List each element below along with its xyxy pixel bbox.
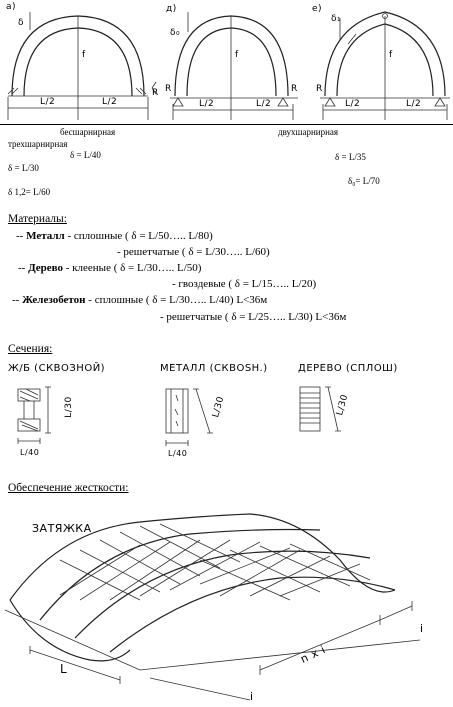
arch-d-rise: f xyxy=(235,50,239,60)
material-name-concrete: Железобетон xyxy=(22,294,86,306)
divider xyxy=(0,124,453,125)
arch-d-reaction-right: R xyxy=(291,84,298,94)
stiffness-heading: Обеспечение жесткости: xyxy=(8,482,129,494)
section-metal-height: L/30 xyxy=(211,395,227,419)
material-name-wood: Дерево xyxy=(28,262,64,274)
material-row-metal xyxy=(16,230,213,243)
arch-sketches xyxy=(0,0,453,124)
arch-two-hinged xyxy=(170,12,298,120)
section-label-wood: ДЕРЕВО (СПЛОШ) xyxy=(298,363,398,374)
arch-a-half-left: L/2 xyxy=(40,97,56,107)
arch-e-thickness: δ₁ xyxy=(331,14,342,24)
scheme-label-three-hinged: трехшарнирная xyxy=(8,139,68,149)
arch-letter-e: е) xyxy=(312,4,323,14)
arch-d-half-right: L/2 xyxy=(256,99,272,109)
material-desc: - решетчатые ( δ = L/25….. L/30) L<36м xyxy=(160,311,347,323)
section-wood-drawing xyxy=(300,387,341,431)
material-row-metal-lattice xyxy=(117,246,270,259)
arch-a-thickness: δ xyxy=(18,18,25,28)
arch-letter-d: д) xyxy=(166,4,177,14)
material-name-metal: Металл xyxy=(26,230,65,242)
material-row-wood xyxy=(18,262,201,275)
ratio-fixed: δ = L/40 xyxy=(70,150,101,160)
material-row-concrete xyxy=(12,294,267,307)
section-concrete-height: L/30 xyxy=(63,396,74,418)
material-row-concrete-lattice xyxy=(160,311,346,324)
sections-heading: Сечения: xyxy=(8,343,53,355)
arch-a-rise: f xyxy=(82,50,86,60)
arch-d-reaction-left: R xyxy=(165,84,172,94)
material-desc: - клееные ( δ = L/30….. L/50) xyxy=(63,262,202,274)
arch-e-half-right: L/2 xyxy=(406,99,422,109)
arch-sketches-drawing xyxy=(0,0,453,124)
arch-e-reaction-left: R xyxy=(316,84,323,94)
material-lead: -- xyxy=(18,262,29,274)
dim-span: L xyxy=(60,662,68,676)
dim-n-times-i: n x i xyxy=(298,643,328,666)
ratio-two-hinged: δ = L/35 xyxy=(335,152,366,162)
scheme-label-two-hinged: двухшарнирная xyxy=(278,127,339,137)
dim-step-right: i xyxy=(420,622,424,635)
dim-step-bottom: i xyxy=(250,690,254,703)
material-desc: - сплошные ( δ = L/50….. L/80) xyxy=(64,230,213,242)
ratio-three-hinged: δ 1,2= L/60 xyxy=(8,187,51,197)
section-label-metal: МЕТАЛЛ (СКВОSH.) xyxy=(160,363,268,374)
material-desc: - решетчатые ( δ = L/30….. L/60) xyxy=(117,246,270,258)
section-concrete-width: L/40 xyxy=(20,448,40,457)
sections-drawing xyxy=(0,375,453,485)
section-wood-height: L/30 xyxy=(335,393,351,417)
arch-e-half-left: L/2 xyxy=(345,99,361,109)
ratio-fixed-alt: δ = L/30 xyxy=(8,163,39,173)
arch-three-hinged xyxy=(320,12,450,120)
materials-heading: Материалы: xyxy=(8,213,67,225)
arch-d-thickness: δ₀ xyxy=(170,28,181,38)
material-lead: -- xyxy=(16,230,27,242)
ratio-two-hinged-alt: δ₀= L/70 xyxy=(348,176,380,186)
section-concrete-drawing xyxy=(18,387,51,444)
section-metal-drawing xyxy=(166,389,213,446)
arch-a-reaction: R xyxy=(152,88,159,98)
arch-fixed xyxy=(8,12,156,120)
arch-letter-a: а) xyxy=(6,2,17,12)
material-desc: - сплошные ( δ = L/30….. L/40) L<36м xyxy=(85,294,268,306)
tie-label: ЗАТЯЖКА xyxy=(32,522,92,535)
arch-d-half-left: L/2 xyxy=(199,99,215,109)
scheme-label-fixed: бесшарнирная xyxy=(60,127,116,137)
arch-a-half-right: L/2 xyxy=(102,97,118,107)
material-desc: - гвоздевые ( δ = L/15….. L/20) xyxy=(172,278,317,290)
arch-e-rise: f xyxy=(389,50,393,60)
material-lead: -- xyxy=(12,294,23,306)
section-label-concrete: Ж/Б (СКВОЗНОЙ) xyxy=(8,363,106,374)
material-row-wood-nailed xyxy=(172,278,316,291)
section-metal-width: L/40 xyxy=(168,449,188,458)
